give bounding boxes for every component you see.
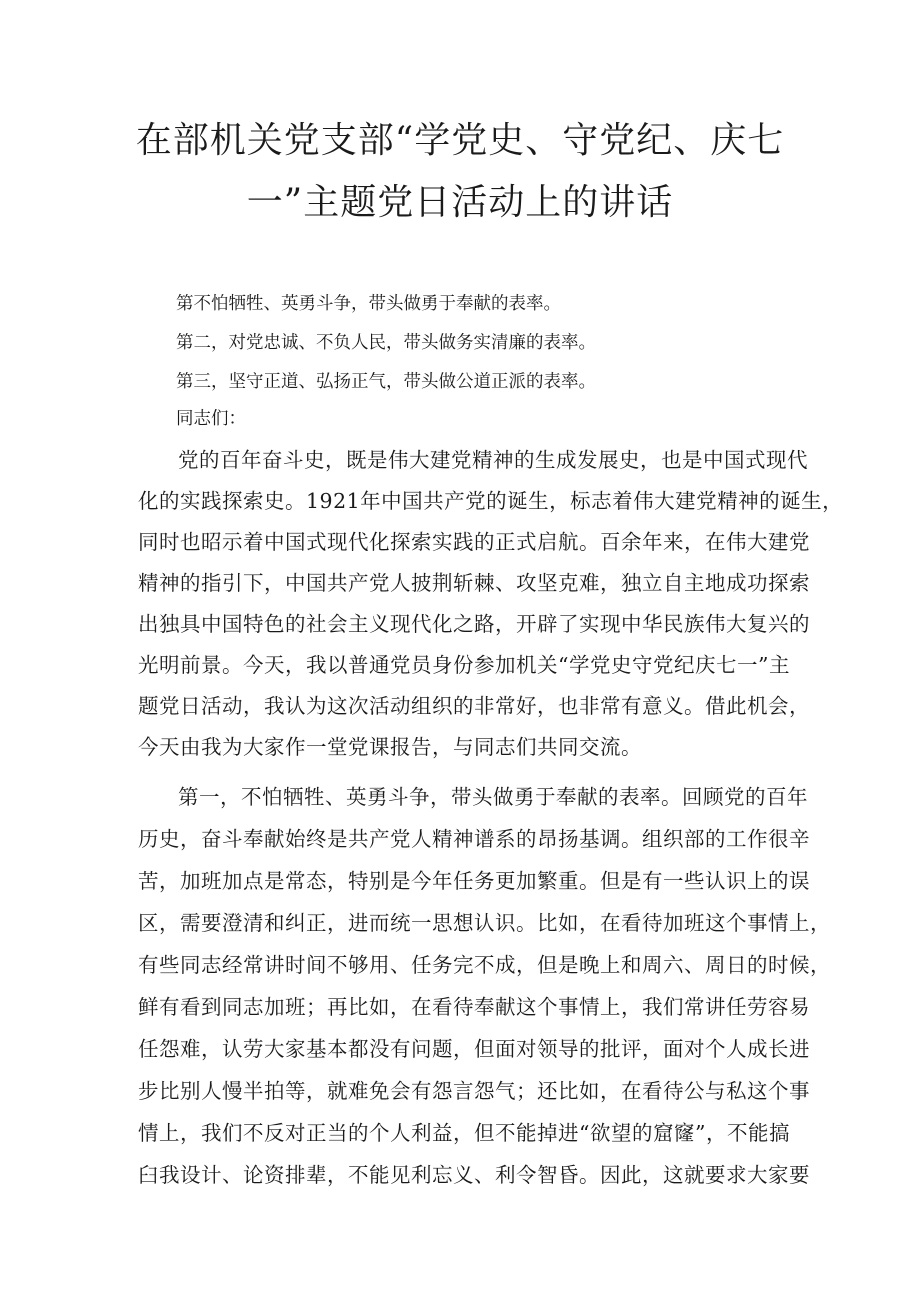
paragraph-2-line: 区，需要澄清和纠正，进而统一思想认识。比如，在看待加班这个事情上，: [138, 911, 831, 935]
document-title-line-1: 在部机关党支部“学党史、守党纪、庆七: [135, 120, 785, 161]
paragraph-2-line: 情上，我们不反对正当的个人利益，但不能掉进“欲望的窟窿”，不能搞: [138, 1121, 790, 1145]
document-title-line-2: 一”主题党日活动上的讲话: [246, 182, 674, 223]
paragraph-1-line: 题党日活动，我认为这次活动组织的非常好，也非常有意义。借此机会，: [138, 694, 810, 718]
paragraph-2-line: 有些同志经常讲时间不够用、任务完不成，但是晚上和周六、周日的时候，: [138, 953, 831, 977]
paragraph-2-line: 任怨难，认劳大家基本都没有问题，但面对领导的批评，面对个人成长进: [138, 1037, 810, 1061]
paragraph-1-line: 同时也昭示着中国式现代化探索实践的正式启航。百余年来，在伟大建党: [138, 530, 810, 554]
paragraph-2-line: 苦，加班加点是常态，特别是今年任务更加繁重。但是有一些认识上的误: [138, 869, 810, 893]
paragraph-1-line: 化的实践探索史。1921年中国共产党的诞生，标志着伟大建党精神的诞生，: [138, 489, 844, 513]
paragraph-1-line: 精神的指引下，中国共产党人披荆斩棘、攻坚克难，独立自主地成功探索: [138, 571, 810, 595]
outline-point-2: 第二，对党忠诚、不负人民，带头做务实清廉的表率。: [176, 333, 596, 353]
paragraph-2-line: 第一，不怕牺牲、英勇斗争，带头做勇于奉献的表率。回顾党的百年: [178, 785, 808, 809]
paragraph-1-line: 出独具中国特色的社会主义现代化之路，开辟了实现中华民族伟大复兴的: [138, 612, 810, 636]
paragraph-1-line: 党的百年奋斗史，既是伟大建党精神的生成发展史，也是中国式现代: [178, 448, 808, 472]
paragraph-2-line: 步比别人慢半拍等，就难免会有怨言怨气；还比如，在看待公与私这个事: [138, 1079, 810, 1103]
paragraph-1-line: 今天由我为大家作一堂党课报告，与同志们共同交流。: [138, 735, 642, 759]
paragraph-2-line: 鲜有看到同志加班；再比如，在看待奉献这个事情上，我们常讲任劳容易: [138, 995, 810, 1019]
salutation: 同志们：: [176, 409, 246, 429]
paragraph-1-line: 光明前景。今天，我以普通党员身份参加机关“学党史守党纪庆七一”主: [138, 653, 790, 677]
outline-point-3: 第三，坚守正道、弘扬正气，带头做公道正派的表率。: [176, 372, 596, 392]
paragraph-2-line: 历史，奋斗奉献始终是共产党人精神谱系的昂扬基调。组织部的工作很辛: [138, 827, 810, 851]
paragraph-2-line: 臼我设计、论资排辈，不能见利忘义、利令智昏。因此，这就要求大家要: [138, 1163, 810, 1187]
outline-point-1: 第不怕牺牲、英勇斗争，带头做勇于奉献的表率。: [176, 294, 561, 314]
